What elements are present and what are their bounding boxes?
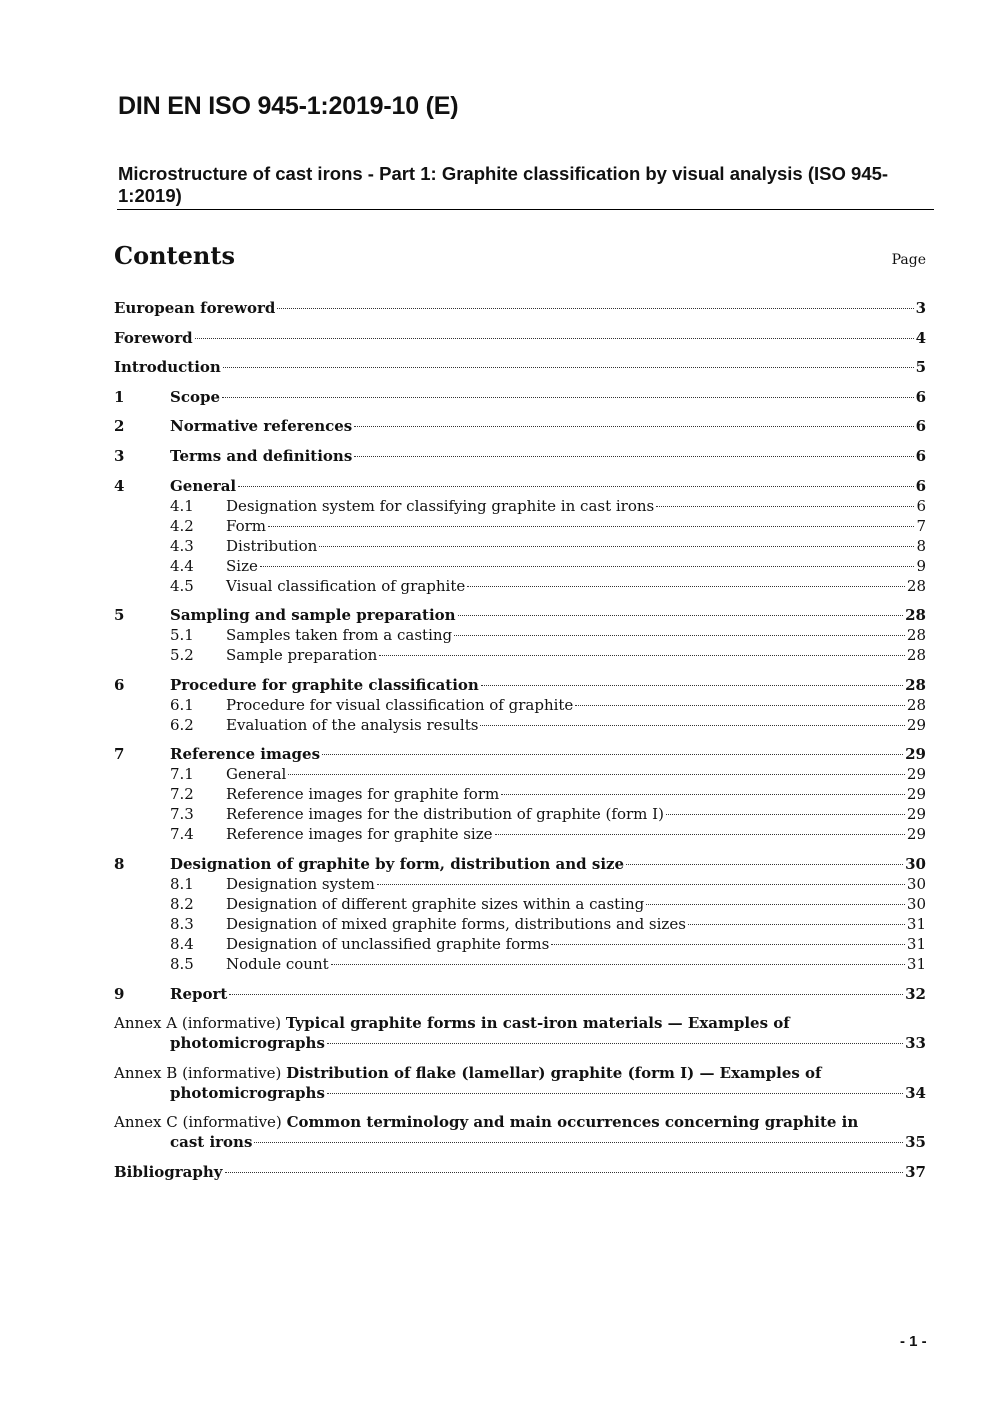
contents-heading: Contents bbox=[114, 241, 235, 270]
toc-section[interactable] bbox=[114, 605, 926, 625]
toc-entry-label: Size bbox=[226, 556, 258, 575]
toc-entry-label: Designation of mixed graphite forms, distributions and sizes bbox=[226, 914, 686, 933]
toc-entry-page: 34 bbox=[905, 1083, 926, 1102]
toc-entry-page: 3 bbox=[915, 299, 926, 317]
toc-entry-label: Reference images bbox=[170, 745, 321, 764]
dot-leader bbox=[354, 456, 913, 457]
toc-entry-number: 9 bbox=[114, 984, 125, 1003]
toc-entry-label: Foreword bbox=[114, 328, 193, 347]
toc-section[interactable] bbox=[114, 476, 926, 496]
toc-section[interactable] bbox=[114, 984, 926, 1004]
toc-entry-label: General bbox=[170, 476, 237, 495]
toc-annex[interactable] bbox=[114, 1063, 926, 1103]
toc-entry-label: Designation of different graphite sizes within a casting bbox=[226, 894, 645, 913]
toc-entry-label: Designation system for classifying graphite in cast irons bbox=[226, 496, 655, 515]
dot-leader bbox=[288, 774, 905, 775]
dot-leader bbox=[331, 964, 905, 965]
dot-leader bbox=[666, 814, 905, 815]
toc-entry-page: 28 bbox=[905, 675, 926, 694]
toc-entry-number: 7.1 bbox=[170, 765, 194, 784]
toc-entry-label: Sample preparation bbox=[226, 646, 378, 665]
toc-entry-page: 28 bbox=[906, 646, 926, 665]
toc-entry-label: Distribution bbox=[226, 536, 318, 555]
title-rule bbox=[117, 209, 934, 210]
dot-leader bbox=[260, 566, 915, 567]
annex-type: (informative) bbox=[182, 1113, 282, 1132]
annex-type: (informative) bbox=[182, 1063, 282, 1082]
toc-entry-label: General bbox=[226, 765, 287, 784]
dot-leader bbox=[225, 1172, 904, 1173]
dot-leader bbox=[454, 635, 905, 636]
dot-leader bbox=[222, 397, 914, 398]
toc-entry-number: 3 bbox=[114, 446, 125, 465]
toc-subsection[interactable] bbox=[114, 645, 926, 665]
toc-entry-label: Designation of graphite by form, distribution and size bbox=[170, 854, 625, 873]
toc-entry-number: 4.1 bbox=[170, 496, 194, 515]
toc-entry-page: 29 bbox=[906, 785, 926, 804]
toc-entry-number: 7.2 bbox=[170, 785, 194, 804]
toc-subsection[interactable] bbox=[114, 954, 926, 974]
toc-subsection[interactable] bbox=[114, 914, 926, 934]
toc-entry-label: European foreword bbox=[114, 299, 276, 317]
toc-entry-page: 32 bbox=[905, 984, 926, 1003]
toc-entry-label: Reference images for the distribution of graphite (form I) bbox=[226, 805, 664, 824]
toc-entry-page: 4 bbox=[915, 328, 926, 347]
toc-entry-label: Visual classification of graphite bbox=[226, 576, 466, 595]
toc-entry-number: 8.5 bbox=[170, 954, 194, 973]
toc-entry-label: Procedure for graphite classification bbox=[170, 675, 479, 694]
toc-entry-number: 5 bbox=[114, 606, 125, 625]
toc-entry-label: photomicrographs bbox=[170, 1034, 325, 1053]
annex-title-continuation[interactable] bbox=[114, 1033, 926, 1053]
toc-entry-page: 30 bbox=[906, 894, 926, 913]
toc-entry-number: 4.4 bbox=[170, 556, 194, 575]
dot-leader bbox=[322, 754, 903, 755]
toc-entry-label: Bibliography bbox=[114, 1162, 223, 1181]
toc-entry[interactable] bbox=[114, 357, 926, 377]
toc-entry-page: 29 bbox=[905, 745, 926, 764]
annex-prefix: Annex C bbox=[114, 1113, 178, 1132]
toc-entry-label: Reference images for graphite size bbox=[226, 825, 493, 844]
dot-leader bbox=[481, 685, 903, 686]
table-of-contents bbox=[114, 298, 926, 1182]
toc-entry-page: 5 bbox=[915, 358, 926, 377]
dot-leader bbox=[377, 884, 905, 885]
toc-entry-page: 28 bbox=[905, 606, 926, 625]
dot-leader bbox=[238, 486, 913, 487]
annex-title-line bbox=[114, 1013, 926, 1033]
toc-entry-label: Introduction bbox=[114, 358, 221, 377]
toc-subsection[interactable] bbox=[114, 516, 926, 536]
dot-leader bbox=[277, 308, 913, 309]
toc-subsection[interactable] bbox=[114, 556, 926, 576]
annex-prefix: Annex A bbox=[114, 1014, 178, 1033]
toc-subsection[interactable] bbox=[114, 784, 926, 804]
toc-entry-number: 4.3 bbox=[170, 536, 194, 555]
toc-entry-page: 6 bbox=[915, 387, 926, 406]
document-title: Microstructure of cast irons - Part 1: Graphite classification by visual analysis (ISO 945-1:2019) bbox=[118, 163, 889, 206]
dot-leader bbox=[575, 705, 905, 706]
annex-title-continuation[interactable] bbox=[114, 1132, 926, 1152]
dot-leader bbox=[354, 426, 913, 427]
annex-title-line bbox=[114, 1063, 926, 1083]
toc-entry-page: 31 bbox=[906, 914, 926, 933]
toc-entry-number: 5.2 bbox=[170, 646, 194, 665]
dot-leader bbox=[501, 794, 905, 795]
toc-entry-number: 4 bbox=[114, 476, 125, 495]
toc-entry-page: 8 bbox=[916, 536, 926, 555]
toc-entry-label: Form bbox=[226, 516, 267, 535]
dot-leader bbox=[688, 924, 905, 925]
toc-entry-number: 2 bbox=[114, 417, 125, 436]
toc-entry-number: 8 bbox=[114, 854, 125, 873]
dot-leader bbox=[319, 546, 914, 547]
toc-entry-page: 9 bbox=[916, 556, 926, 575]
toc-section[interactable] bbox=[114, 446, 926, 466]
toc-entry-label: Nodule count bbox=[226, 954, 329, 973]
toc-entry-number: 8.4 bbox=[170, 934, 194, 953]
toc-entry-page: 29 bbox=[906, 805, 926, 824]
toc-subsection[interactable] bbox=[114, 804, 926, 824]
toc-entry-page: 30 bbox=[905, 854, 926, 873]
toc-section[interactable] bbox=[114, 744, 926, 764]
dot-leader bbox=[327, 1093, 903, 1094]
toc-entry-page: 37 bbox=[905, 1162, 926, 1181]
dot-leader bbox=[254, 1142, 903, 1143]
document-id: DIN EN ISO 945-1:2019-10 (E) bbox=[118, 92, 459, 120]
toc-entry-number: 6 bbox=[114, 675, 125, 694]
toc-entry-page: 30 bbox=[906, 874, 926, 893]
toc-entry[interactable] bbox=[114, 328, 926, 348]
annex-title-continuation[interactable] bbox=[114, 1083, 926, 1103]
toc-entry-page: 7 bbox=[916, 516, 926, 535]
toc-subsection[interactable] bbox=[114, 536, 926, 556]
toc-entry-number: 4.5 bbox=[170, 576, 194, 595]
toc-entry-number: 7.3 bbox=[170, 805, 194, 824]
toc-annex[interactable] bbox=[114, 1112, 926, 1152]
toc-subsection[interactable] bbox=[114, 496, 926, 516]
toc-entry-label: Evaluation of the analysis results bbox=[226, 715, 479, 734]
dot-leader bbox=[379, 655, 905, 656]
toc-entry-label: Normative references bbox=[170, 417, 353, 436]
dot-leader bbox=[268, 526, 914, 527]
dot-leader bbox=[646, 904, 905, 905]
dot-leader bbox=[467, 586, 905, 587]
toc-subsection[interactable] bbox=[114, 824, 926, 844]
toc-entry-page: 29 bbox=[906, 825, 926, 844]
dot-leader bbox=[656, 506, 914, 507]
toc-section[interactable] bbox=[114, 416, 926, 436]
dot-leader bbox=[480, 725, 904, 726]
annex-title: Distribution of flake (lamellar) graphite (form I) — Examples of bbox=[286, 1063, 822, 1082]
dot-leader bbox=[626, 864, 903, 865]
toc-entry-page: 6 bbox=[915, 417, 926, 436]
toc-entry-number: 6.2 bbox=[170, 715, 194, 734]
page-column-label: Page bbox=[891, 252, 926, 268]
annex-title: Common terminology and main occurrences concerning graphite in bbox=[286, 1113, 859, 1132]
toc-entry-number: 8.2 bbox=[170, 894, 194, 913]
toc-entry-number: 8.3 bbox=[170, 914, 194, 933]
toc-subsection[interactable] bbox=[114, 715, 926, 735]
toc-entry-number: 5.1 bbox=[170, 626, 194, 645]
toc-entry-number: 7 bbox=[114, 745, 125, 764]
toc-subsection[interactable] bbox=[114, 695, 926, 715]
toc-entry-page: 29 bbox=[906, 765, 926, 784]
toc-subsection[interactable] bbox=[114, 625, 926, 645]
annex-prefix: Annex B bbox=[114, 1063, 178, 1082]
toc-entry[interactable] bbox=[114, 298, 926, 318]
dot-leader bbox=[229, 994, 903, 995]
toc-entry-number: 8.1 bbox=[170, 874, 194, 893]
toc-entry-number: 4.2 bbox=[170, 516, 194, 535]
toc-entry-label: photomicrographs bbox=[170, 1083, 325, 1102]
toc-entry-label: Sampling and sample preparation bbox=[170, 606, 456, 625]
toc-entry-label: cast irons bbox=[170, 1133, 253, 1152]
toc-entry-page: 31 bbox=[906, 934, 926, 953]
toc-entry-label: Report bbox=[170, 984, 228, 1003]
toc-entry-label: Terms and definitions bbox=[170, 446, 353, 465]
toc-entry-label: Designation of unclassified graphite forms bbox=[226, 934, 550, 953]
toc-subsection[interactable] bbox=[114, 874, 926, 894]
toc-entry-label: Samples taken from a casting bbox=[226, 626, 453, 645]
toc-entry-page: 28 bbox=[906, 626, 926, 645]
toc-bibliography[interactable] bbox=[114, 1162, 926, 1182]
toc-entry-label: Designation system bbox=[226, 874, 375, 893]
annex-type: (informative) bbox=[181, 1014, 282, 1033]
toc-entry-page: 6 bbox=[916, 496, 926, 515]
dot-leader bbox=[551, 944, 905, 945]
toc-entry-number: 6.1 bbox=[170, 695, 194, 714]
page-number: - 1 - bbox=[900, 1333, 927, 1350]
annex-title-line bbox=[114, 1112, 926, 1132]
toc-section[interactable] bbox=[114, 854, 926, 874]
dot-leader bbox=[223, 367, 914, 368]
dot-leader bbox=[327, 1043, 903, 1044]
toc-entry-page: 33 bbox=[905, 1034, 926, 1053]
dot-leader bbox=[458, 615, 904, 616]
toc-entry-page: 35 bbox=[905, 1133, 926, 1152]
dot-leader bbox=[195, 338, 914, 339]
annex-title: Typical graphite forms in cast-iron materials — Examples of bbox=[285, 1014, 790, 1033]
toc-subsection[interactable] bbox=[114, 576, 926, 596]
toc-entry-label: Reference images for graphite form bbox=[226, 785, 500, 804]
toc-entry-page: 6 bbox=[915, 476, 926, 495]
toc-entry-page: 28 bbox=[906, 695, 926, 714]
toc-entry-page: 6 bbox=[915, 446, 926, 465]
toc-section[interactable] bbox=[114, 675, 926, 695]
toc-section[interactable] bbox=[114, 387, 926, 407]
toc-annex[interactable] bbox=[114, 1013, 926, 1053]
toc-entry-page: 31 bbox=[906, 954, 926, 973]
toc-subsection[interactable] bbox=[114, 764, 926, 784]
toc-subsection[interactable] bbox=[114, 934, 926, 954]
toc-subsection[interactable] bbox=[114, 894, 926, 914]
dot-leader bbox=[495, 834, 905, 835]
toc-entry-page: 28 bbox=[906, 576, 926, 595]
toc-entry-number: 7.4 bbox=[170, 825, 194, 844]
toc-entry-number: 1 bbox=[114, 387, 125, 406]
toc-entry-page: 29 bbox=[906, 715, 926, 734]
toc-entry-label: Scope bbox=[170, 387, 221, 406]
toc-entry-label: Procedure for visual classification of graphite bbox=[226, 695, 574, 714]
